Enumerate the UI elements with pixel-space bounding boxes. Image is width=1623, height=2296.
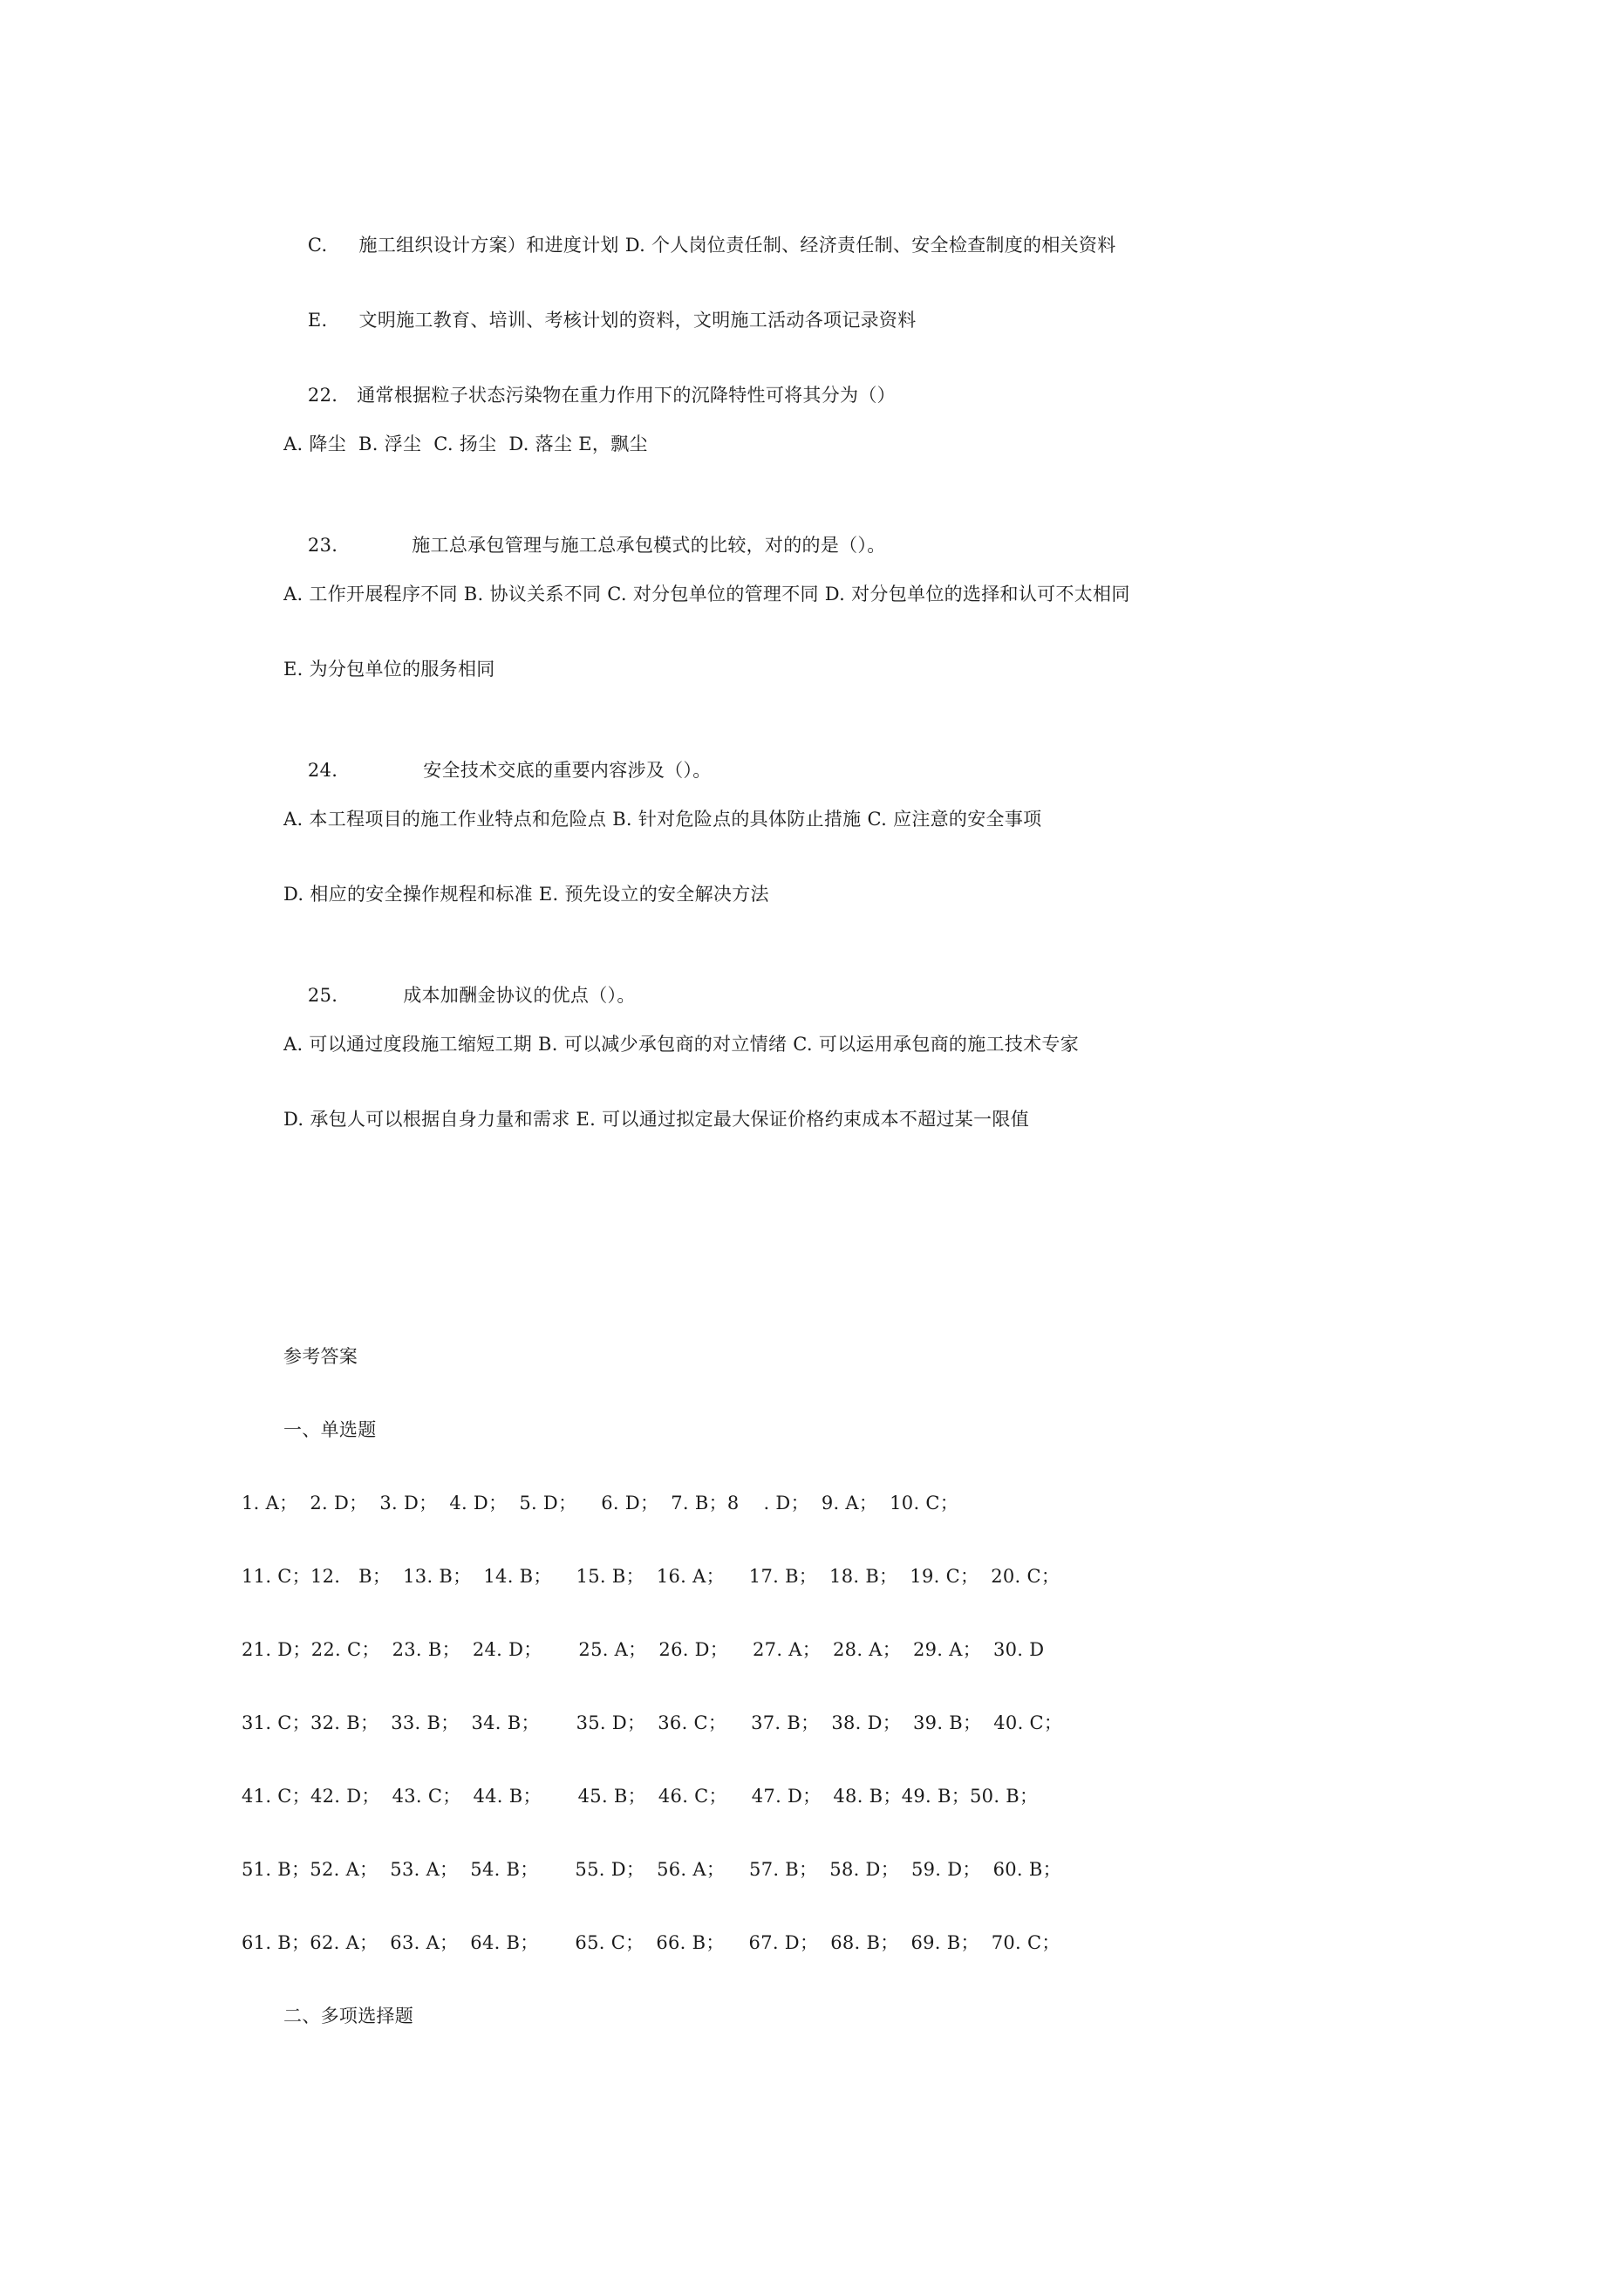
answers-section-multiple-choice: 二、多项选择题 bbox=[283, 2006, 414, 2026]
answer-row: 1. A； 2. D； 3. D； 4. D； 5. D； 6. D； 7. B；8 . D； 9. A； 10. C； bbox=[242, 1493, 959, 1514]
answers-heading: 参考答案 bbox=[283, 1346, 358, 1367]
question-number: 23. bbox=[307, 535, 338, 556]
question-23-stem bbox=[283, 506, 886, 584]
question-text: 安全技术交底的重要内容涉及（）。 bbox=[423, 760, 712, 781]
answers-section-single-choice: 一、单选题 bbox=[283, 1419, 377, 1440]
answer-row: 11. C；12. B； 13. B； 14. B； 15. B； 16. A； 17. B； 18. B； 19. C； 20. C； bbox=[242, 1566, 1060, 1587]
question-22-stem bbox=[283, 356, 896, 434]
question-25-options-line-1: A. 可以通过度段施工缩短工期 B. 可以减少承包商的对立情绪 C. 可以运用承包商的施工技术专家 bbox=[283, 1034, 1080, 1055]
question-25-stem bbox=[283, 956, 636, 1035]
question-22-options: A. 降尘 B. 浮尘 C. 扬尘 D. 落尘 E，飘尘 bbox=[283, 434, 648, 454]
answer-row: 21. D；22. C； 23. B； 24. D； 25. A； 26. D； 27. A； 28. A； 29. A； 30. D bbox=[242, 1639, 1045, 1660]
answer-row: 31. C；32. B； 33. B； 34. B； 35. D； 36. C； 37. B； 38. D； 39. B； 40. C； bbox=[242, 1712, 1063, 1733]
question-21-option-e-line bbox=[283, 281, 917, 359]
question-24-options-line-1: A. 本工程项目的施工作业特点和危险点 B. 针对危险点的具体防止措施 C. 应注意的安全事项 bbox=[283, 809, 1042, 830]
answer-row: 41. C；42. D； 43. C； 44. B； 45. B； 46. C； 47. D； 48. B；49. B；50. B； bbox=[242, 1786, 1039, 1807]
answer-row: 51. B；52. A； 53. A； 54. B； 55. D； 56. A； 57. B； 58. D； 59. D； 60. B； bbox=[242, 1859, 1061, 1880]
question-24-stem bbox=[283, 731, 712, 810]
question-number: 22. bbox=[307, 385, 338, 406]
question-text: 施工总承包管理与施工总承包模式的比较，对的的是（）。 bbox=[412, 535, 886, 556]
option-text: 文明施工教育、培训、考核计划的资料，文明施工活动各项记录资料 bbox=[358, 310, 917, 331]
question-24-options-line-2: D. 相应的安全操作规程和标准 E. 预先设立的安全解决方法 bbox=[283, 884, 769, 905]
option-text: 施工组织设计方案）和进度计划 D. 个人岗位责任制、经济责任制、安全检查制度的相关资料 bbox=[358, 235, 1116, 256]
option-prefix: C. bbox=[307, 235, 328, 256]
question-21-option-c-line bbox=[283, 206, 1116, 284]
question-25-options-line-2: D. 承包人可以根据自身力量和需求 E. 可以通过拟定最大保证价格约束成本不超过某一限值 bbox=[283, 1109, 1029, 1130]
question-23-options-line-1: A. 工作开展程序不同 B. 协议关系不同 C. 对分包单位的管理不同 D. 对分包单位的选择和认可不太相同 bbox=[283, 584, 1130, 605]
question-text: 成本加酬金协议的优点（）。 bbox=[403, 985, 636, 1006]
answer-row: 61. B；62. A； 63. A； 64. B； 65. C； 66. B； 67. D； 68. B； 69. B； 70. C； bbox=[242, 1932, 1060, 1953]
option-prefix: E. bbox=[307, 310, 328, 331]
question-23-options-line-2: E. 为分包单位的服务相同 bbox=[283, 659, 495, 680]
question-text: 通常根据粒子状态污染物在重力作用下的沉降特性可将其分为（） bbox=[357, 385, 896, 406]
question-number: 24. bbox=[307, 760, 338, 781]
question-number: 25. bbox=[307, 985, 338, 1006]
